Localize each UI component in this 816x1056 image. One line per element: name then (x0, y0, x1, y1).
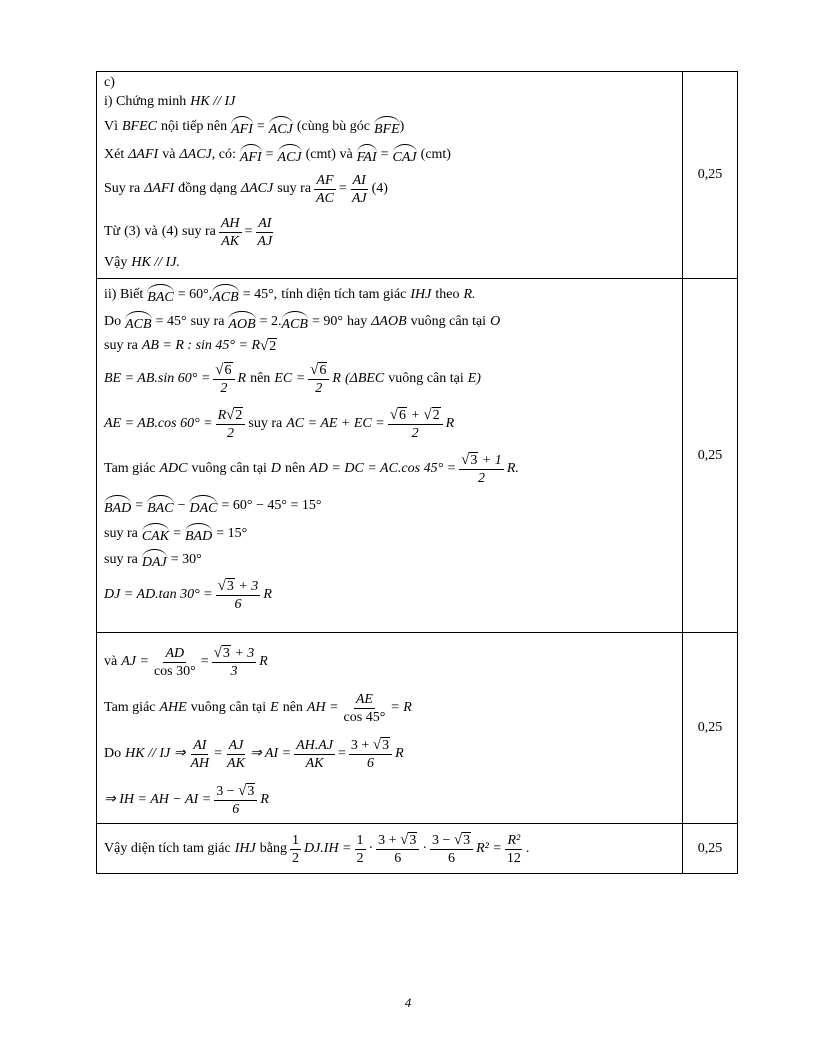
math: ΔAFI (128, 147, 159, 162)
text: và (104, 654, 118, 669)
score-cell: 0,25 (683, 824, 738, 874)
text: suy ra (248, 416, 283, 431)
fraction: $\frac{AI}{AH}$ (190, 737, 210, 771)
fraction: $\frac{3 + √3}{6}$ (349, 737, 392, 772)
text: , có: (211, 147, 236, 162)
math: = 60° − 45° = 15° (221, 498, 322, 513)
math: R. (506, 461, 519, 476)
math: = 15° (216, 526, 248, 541)
math: = (380, 147, 389, 162)
fraction: $\frac{AF}{AC}$ (316, 172, 334, 206)
text: nên (250, 371, 271, 386)
fraction: $\frac{AI}{AJ}$ (351, 172, 367, 206)
text: vuông cân tại (388, 371, 464, 386)
angle-arc: BAD (185, 523, 212, 546)
math: HK // IJ. (131, 255, 180, 270)
text: ) (399, 119, 405, 134)
math: R (237, 371, 247, 386)
angle-arc: AFI (231, 116, 253, 139)
angle-arc: BAC (147, 284, 173, 307)
text: tính diện tích tam giác (281, 287, 407, 302)
math: ΔACJ (240, 181, 274, 196)
text: đồng dạng (178, 181, 237, 196)
math: R² = (476, 841, 502, 856)
math: AHE (159, 700, 187, 715)
fraction: $\frac{AH.AJ}{AK}$ (296, 737, 334, 771)
math: IHJ (410, 287, 432, 302)
math: − (177, 498, 186, 513)
text: Tam giác (104, 700, 156, 715)
fraction: $\frac{R√2}{2}$ (216, 407, 246, 442)
math: EC = (274, 371, 306, 386)
math: R (332, 371, 341, 386)
math: R (259, 654, 268, 669)
math: · (422, 841, 427, 856)
math: = (200, 654, 209, 669)
math: = (265, 147, 274, 162)
math: = (244, 224, 253, 239)
angle-arc: ACB (282, 311, 308, 334)
fraction: $\frac{3 - √3}{6}$ (214, 783, 257, 818)
math: ΔAFI (144, 181, 175, 196)
text: Do (104, 314, 122, 329)
fraction: $\frac{3 - √3}{6}$ (430, 832, 473, 867)
math: O (490, 314, 501, 329)
score-cell: 0,25 (683, 633, 738, 824)
text: (cmt) (420, 147, 451, 162)
text: suy ra (190, 314, 225, 329)
math: · (368, 841, 374, 856)
text: Vậy diện tích tam giác (104, 841, 231, 856)
fraction: $\frac{1}{2}$ (356, 832, 364, 866)
math: AH = (306, 700, 339, 715)
text: vuông cân tại (191, 461, 267, 476)
fraction: $\frac{√3 + 3}{3}$ (213, 644, 255, 679)
math: = (338, 181, 347, 196)
fraction: $\frac{\text{R²}}{12}$ (506, 832, 521, 866)
math: HK // IJ ⇒ (125, 746, 186, 761)
text: suy ra (104, 552, 138, 567)
text: suy ra (104, 338, 138, 353)
math: . (525, 841, 530, 856)
math: = (173, 526, 181, 541)
math: ΔACJ (179, 147, 212, 162)
row-part-iv (97, 824, 738, 874)
heading-math: HK // IJ (190, 94, 236, 109)
fraction: $\frac{√6 + √2}{2}$ (388, 407, 443, 442)
score-cell: 0,25 (683, 72, 738, 279)
cell-content-c-i (97, 72, 683, 279)
angle-arc: FAI (357, 144, 377, 167)
math: ⇒ IH = AH − AI = (104, 792, 212, 807)
math: AC = AE + EC = (286, 416, 385, 431)
math: = (256, 119, 265, 134)
math: DJ = AD.tan 30° = (104, 587, 213, 602)
score-cell: 0,25 (683, 279, 738, 633)
angle-arc: AOB (228, 311, 255, 334)
angle-arc: ACJ (278, 144, 302, 167)
math: = (338, 746, 346, 761)
math: R (263, 587, 272, 602)
math: = 45° (155, 314, 187, 329)
math: D (270, 461, 282, 476)
text: Xét (104, 147, 125, 162)
text: theo (435, 287, 460, 302)
text: vuông cân tại (410, 314, 487, 329)
math: R (260, 792, 269, 807)
fraction: $\frac{AI}{AJ}$ (257, 215, 273, 249)
part-label: c) (104, 75, 115, 90)
math: IHJ (234, 841, 256, 856)
fraction: $\frac{1}{2}$ (291, 832, 299, 866)
text: (cmt) và (305, 147, 353, 162)
angle-arc: BAC (147, 495, 173, 518)
fraction: $\frac{AE}{\cos 45^\circ}$ (343, 691, 386, 725)
text: (cùng bù góc (296, 119, 370, 134)
subpart-heading: ii) Biết (104, 287, 144, 302)
equation-ref: (3) (124, 224, 141, 239)
text: Do (104, 746, 122, 761)
equation-ref: (4) (161, 224, 179, 239)
angle-arc: DAC (189, 495, 217, 518)
fraction: $\frac{√6}{2}$ (308, 362, 329, 397)
math: = 45°, (242, 287, 278, 302)
text: Từ (104, 224, 121, 239)
math: = 90° (311, 314, 343, 329)
math: ⇒ AI = (249, 746, 292, 761)
text: và (162, 147, 176, 162)
angle-arc: ACB (212, 284, 238, 307)
text: Tam giác (104, 461, 156, 476)
math: = (135, 498, 144, 513)
math: = 2. (259, 314, 282, 329)
math: AD = DC = AC.cos 45° = (309, 461, 457, 476)
math: = (214, 746, 223, 761)
math: AE = AB.cos 60° = (104, 416, 213, 431)
fraction: $\frac{3 + √3}{6}$ (376, 832, 419, 867)
angle-arc: BFE (374, 116, 400, 139)
math: AB = R : sin 45° = R (141, 338, 261, 353)
angle-arc: AFI (240, 144, 262, 167)
math: DJ.IH = (303, 841, 352, 856)
text: vuông cân tại (190, 700, 267, 715)
sqrt: √2 (260, 337, 277, 354)
text: nên (285, 461, 306, 476)
angle-arc: BAD (104, 495, 131, 518)
math: E (270, 700, 279, 715)
math: R (445, 416, 455, 431)
cell-content-ii (97, 279, 683, 633)
row-part-iii (97, 633, 738, 824)
angle-arc: ACJ (269, 116, 293, 139)
math: R (395, 746, 404, 761)
text: Vậy (104, 255, 128, 270)
fraction: $\frac{AH}{AK}$ (220, 215, 240, 249)
fraction: $\frac{√6}{2}$ (213, 362, 234, 397)
solution-table (96, 71, 738, 874)
math: (ΔBEC (344, 371, 385, 386)
equation-ref: (4) (371, 181, 388, 196)
math: = 30° (170, 552, 202, 567)
math: AJ = (121, 654, 149, 669)
math: R. (463, 287, 476, 302)
page-number: 4 (404, 995, 412, 1010)
fraction: $\frac{√3 + 1}{2}$ (461, 451, 502, 486)
math: E) (467, 371, 481, 386)
cell-content-iii (97, 633, 683, 824)
angle-arc: ACB (125, 311, 151, 334)
fraction: $\frac{AD}{\cos 30^\circ}$ (153, 645, 196, 679)
text: suy ra (277, 181, 312, 196)
math: = R (390, 700, 412, 715)
math: ΔAOB (371, 314, 407, 329)
text: , (208, 287, 213, 302)
text: Vì (104, 119, 118, 134)
text: hay (346, 314, 368, 329)
text: nội tiếp nên (161, 119, 228, 134)
text: nên (282, 700, 303, 715)
fraction: $\frac{AJ}{AK}$ (227, 737, 245, 771)
row-part-c-i (97, 72, 738, 279)
text: và (144, 224, 158, 239)
cell-content-iv (97, 824, 683, 874)
angle-arc: CAK (142, 523, 169, 546)
text: bằng (259, 841, 287, 856)
row-part-ii (97, 279, 738, 633)
math: = 60° (177, 287, 209, 302)
subpart-heading: i) Chứng minh (104, 94, 187, 109)
math: BFEC (122, 119, 157, 134)
math: BE = AB.sin 60° = (104, 371, 211, 386)
fraction: $\frac{√3 + 3}{6}$ (217, 577, 259, 612)
math: ADC (159, 461, 188, 476)
text: suy ra (182, 224, 216, 239)
angle-arc: DAJ (142, 549, 167, 572)
angle-arc: CAJ (393, 144, 417, 167)
text: suy ra (104, 526, 138, 541)
text: Suy ra (104, 181, 141, 196)
